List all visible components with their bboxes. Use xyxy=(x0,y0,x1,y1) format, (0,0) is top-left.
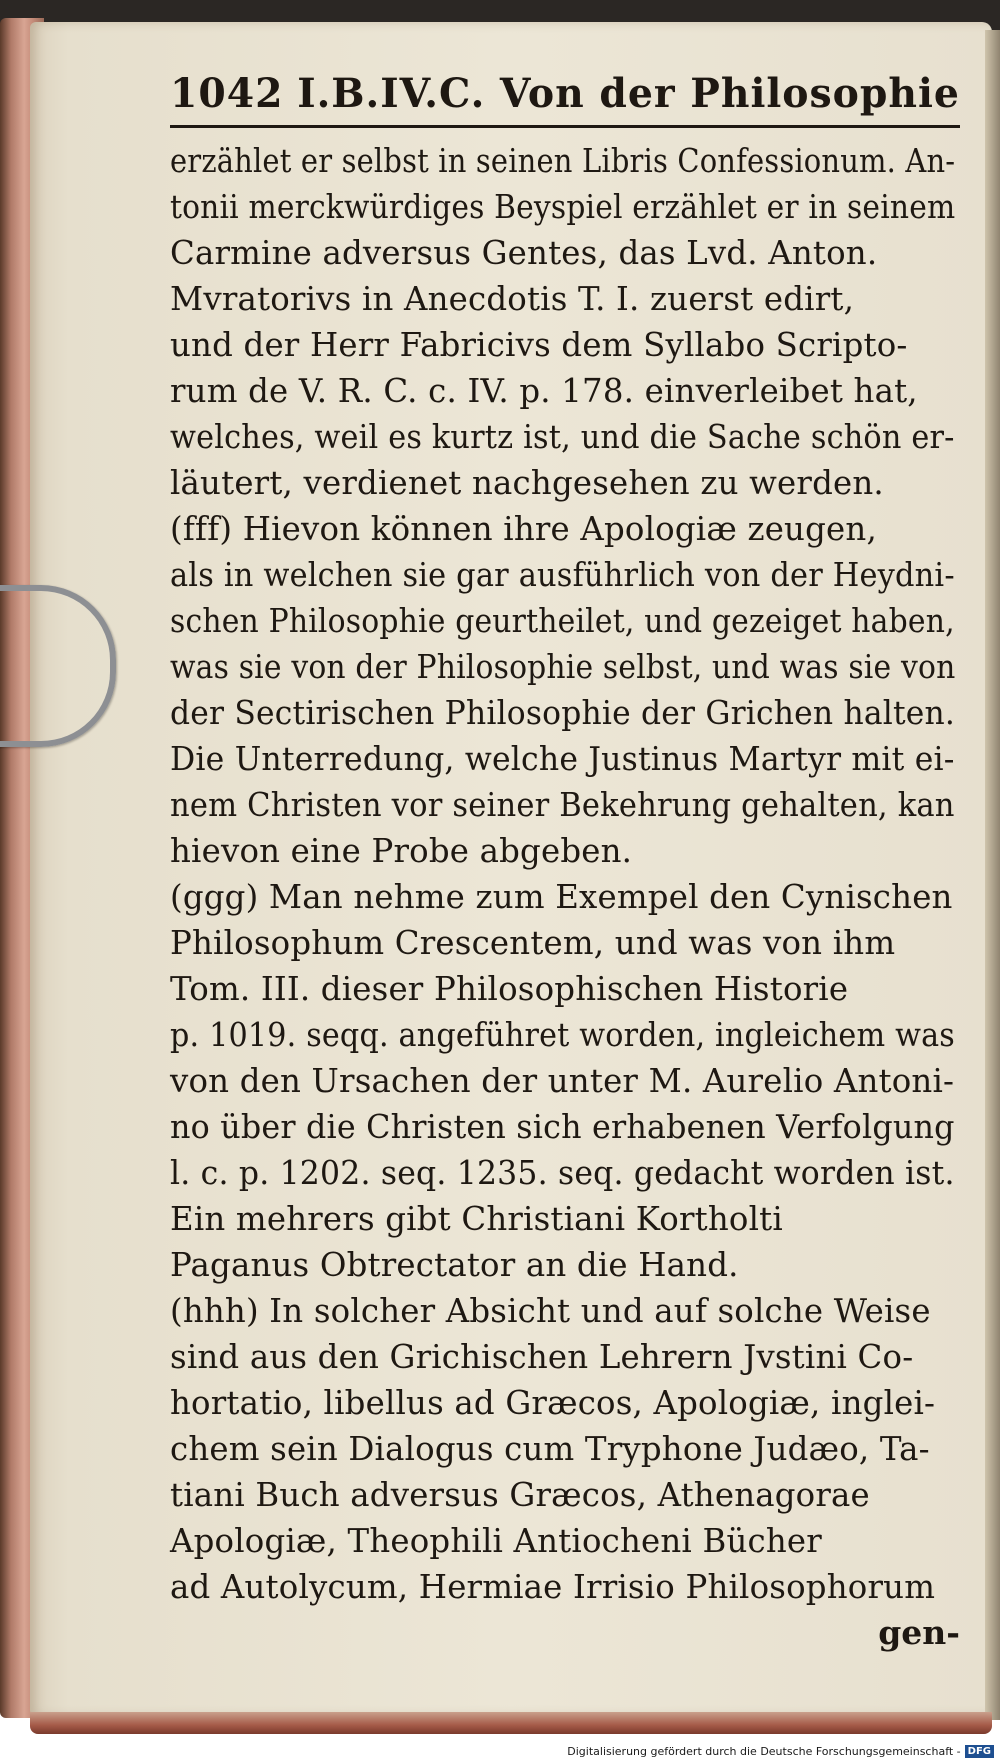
text-line: erzählet er selbst in seinen Libris Confessionum. An- xyxy=(170,141,956,180)
text-line: no über die Christen sich erhabenen Verfolgung xyxy=(170,1107,955,1146)
running-title: I.B.IV.C. Von der Philosophie xyxy=(297,70,960,117)
text-line: schen Philosophie geurtheilet, und gezeiget haben, xyxy=(170,601,955,640)
text-line: (ggg) Man nehme zum Exempel den Cynischen xyxy=(170,877,953,916)
text-line: tonii merckwürdiges Beyspiel erzählet er in seinem xyxy=(170,187,956,226)
text-line: Die Unterredung, welche Justinus Martyr mit ei- xyxy=(170,739,955,778)
page-right-edge xyxy=(985,30,1000,1720)
catchword: gen- xyxy=(878,1613,960,1652)
text-line: ad Autolycum, Hermiae Irrisio Philosophorum xyxy=(170,1567,936,1606)
text-line: was sie von der Philosophie selbst, und was sie von xyxy=(170,647,956,686)
text-line: welches, weil es kurtz ist, und die Sache schön er- xyxy=(170,417,955,456)
text-line: rum de V. R. C. c. IV. p. 178. einverleibet hat, xyxy=(170,371,918,410)
text-line: Paganus Obtrectator an die Hand. xyxy=(170,1245,739,1284)
dfg-logo: DFG xyxy=(965,1745,994,1758)
text-line: als in welchen sie gar ausführlich von der Heydni- xyxy=(170,555,955,594)
text-line: von den Ursachen der unter M. Aurelio Antoni- xyxy=(170,1061,955,1100)
text-line: Philosophum Crescentem, und was von ihm xyxy=(170,923,896,962)
page-number: 1042 xyxy=(170,70,284,117)
text-line: l. c. p. 1202. seq. 1235. seq. gedacht worden ist. xyxy=(170,1153,955,1192)
page-stack-edge xyxy=(30,1712,992,1734)
header-rule xyxy=(170,125,960,128)
text-line: Mvratorivs in Anecdotis T. I. zuerst edirt, xyxy=(170,279,855,318)
footnote-body xyxy=(170,138,970,1610)
text-line: hievon eine Probe abgeben. xyxy=(170,831,633,870)
running-head xyxy=(170,70,960,117)
text-line: (hhh) In solcher Absicht und auf solche Weise xyxy=(170,1291,931,1330)
text-line: Apologiæ, Theophili Antiocheni Bücher xyxy=(170,1521,822,1560)
text-line: Tom. III. dieser Philosophischen Historie xyxy=(170,969,849,1008)
text-line: der Sectirischen Philosophie der Grichen halten. xyxy=(170,693,956,732)
text-line: tiani Buch adversus Græcos, Athenagorae xyxy=(170,1475,870,1514)
text-line: und der Herr Fabricivs dem Syllabo Scripto- xyxy=(170,325,908,364)
text-line: Carmine adversus Gentes, das Lvd. Anton. xyxy=(170,233,878,272)
credit-text: Digitalisierung gefördert durch die Deutsche Forschungsgemeinschaft - xyxy=(567,1745,961,1758)
text-line: Ein mehrers gibt Christiani Kortholti xyxy=(170,1199,783,1238)
text-line: (fff) Hievon können ihre Apologiæ zeugen, xyxy=(170,509,877,548)
text-line: p. 1019. seqq. angeführet worden, ingleichem was xyxy=(170,1015,955,1054)
text-line: chem sein Dialogus cum Tryphone Judæo, Ta- xyxy=(170,1429,930,1468)
page-text xyxy=(170,70,970,1656)
text-line: läutert, verdienet nachgesehen zu werden. xyxy=(170,463,884,502)
text-line: hortatio, libellus ad Græcos, Apologiæ, inglei- xyxy=(170,1383,936,1422)
text-line: nem Christen vor seiner Bekehrung gehalten, kan xyxy=(170,785,955,824)
text-line: sind aus den Grichischen Lehrern Jvstini Co- xyxy=(170,1337,914,1376)
digitization-credit xyxy=(567,1745,994,1758)
